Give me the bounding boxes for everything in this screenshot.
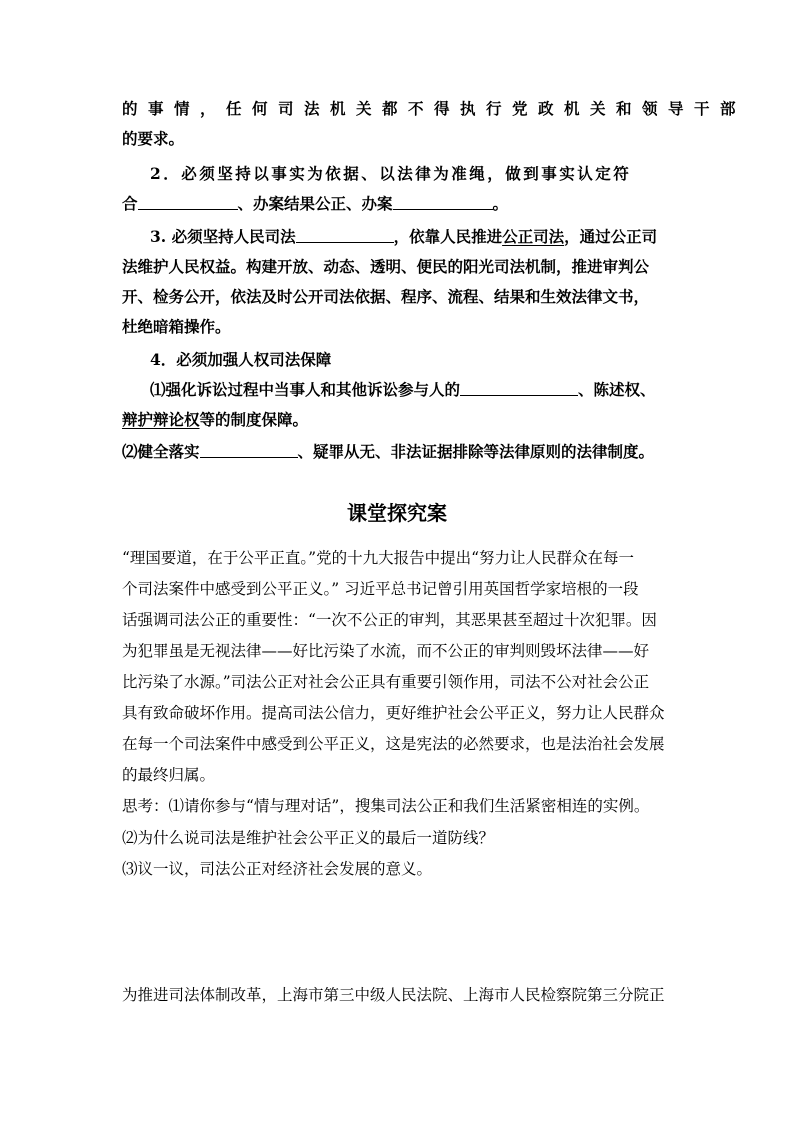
underlined-term: 公正司法 [502, 227, 565, 246]
paragraph-line: 话强调司法公正的重要性：“一次不公正的审判，其恶果甚至超过十次犯罪。因 [122, 611, 657, 629]
paragraph-line: 为犯罪虽是无视法律——好比污染了水流，而不公正的审判则毁坏法律——好 [122, 642, 650, 660]
item-2-line: 合 、办案结果公正、办案 。 [122, 194, 509, 213]
fill-blank[interactable] [200, 443, 298, 458]
paragraph-line: 个司法案件中感受到公平正义。” 习近平总书记曾引用英国哲学家培根的一段 [122, 580, 639, 598]
question-line: ⑵为什么说司法是维护社会公平正义的最后一道防线？ [122, 829, 495, 847]
fill-blank[interactable] [460, 381, 578, 396]
sub-item-line: ⑵健全落实 、疑罪从无、非法证据排除等法律原则的法律制度。 [122, 442, 655, 461]
paragraph-line: 的事情，任何司法机关都不得执行党政机关和领导干部 [122, 99, 747, 118]
item-4-line: 4．必须加强人权司法保障 [150, 350, 332, 369]
paragraph-line: 法维护人民权益。构建开放、动态、透明、便民的阳光司法机制，推进审判公 [122, 257, 650, 276]
paragraph-line: 的要求。 [122, 129, 185, 148]
paragraph-line: 具有致命破坏作用。提高司法公信力，更好维护社会公平正义，努力让人民群众 [122, 704, 665, 722]
sub-item-line: ⑴强化诉讼过程中当事人和其他诉讼参与人的 、陈述权、 [150, 380, 656, 399]
item-2-line: 2．必须坚持以事实为依据、以法律为准绳，做到事实认定符 [150, 164, 632, 183]
paragraph-line: 开、检务公开，依法及时公开司法依据、程序、流程、结果和生效法律文书， [122, 287, 650, 306]
paragraph-line: 杜绝暗箱操作。 [122, 317, 231, 336]
section-heading: 课堂探究案 [347, 501, 447, 525]
underlined-term: 辩护辩论权 [122, 410, 200, 429]
item-3-line: 3. 必须坚持人民司法 ，依靠人民推进公正司法，通过公正司 [150, 227, 658, 246]
question-line: 思考：⑴请你参与“情与理对话”，搜集司法公正和我们生活紧密相连的实例。 [122, 797, 650, 815]
sub-item-line: 辩护辩论权等的制度保障。 [122, 410, 309, 429]
paragraph-line: 在每一个司法案件中感受到公平正义，这是宪法的必然要求，也是法治社会发展 [122, 735, 665, 753]
paragraph-line: 为推进司法体制改革，上海市第三中级人民法院、上海市人民检察院第三分院正 [122, 986, 665, 1004]
fill-blank[interactable] [393, 195, 493, 210]
paragraph-line: “理国要道，在于公平正直。”党的十九大报告中提出“努力让人民群众在每一 [122, 549, 635, 567]
paragraph-line: 比污染了水源。”司法公正对社会公正具有重要引领作用，司法不公对社会公正 [122, 673, 650, 691]
fill-blank[interactable] [138, 195, 238, 210]
paragraph-line: 的最终归属。 [122, 766, 216, 784]
fill-blank[interactable] [296, 228, 394, 243]
question-line: ⑶议一议，司法公正对经济社会发展的意义。 [122, 860, 433, 878]
